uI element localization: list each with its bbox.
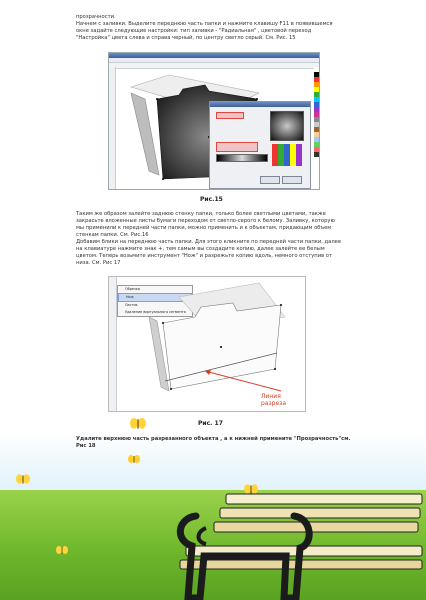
paragraph-2-line-1: Таким же образом залейте заднюю стенку папки, только более светлыми цветами, также: [76, 211, 326, 217]
text-line-top: прозрачности.: [76, 14, 116, 20]
cut-line-callout: Линия разреза: [261, 393, 287, 407]
butterfly-icon: [56, 546, 68, 555]
menu-item-virtual-segment[interactable]: Удаление виртуального сегмента: [125, 310, 186, 314]
figure-15-screenshot: [108, 52, 320, 190]
fill-preview: [270, 111, 304, 141]
ok-button[interactable]: [260, 176, 280, 184]
paragraph-2-line-3: мы применили к передней части папки, можно применить и к объектам, придающим объем: [76, 225, 332, 231]
butterfly-icon: [16, 474, 30, 485]
paragraph-3-line-4: низа. См. Рис 17: [76, 260, 121, 266]
figure-17-screenshot: [108, 276, 306, 412]
butterfly-icon: [130, 418, 146, 430]
cancel-button[interactable]: [282, 176, 302, 184]
figure-15-caption: Рис.15: [200, 196, 223, 203]
figure-17-caption: Рис. 17: [198, 420, 223, 427]
paragraph-1-line-2: окне задайте следующие настройки: тип заливки - "Радиальная" , цветовой переход: [76, 28, 312, 34]
paragraph-3-line-3: цветом. Теперь возьмите инструмент "Нож" и разрежьте копию вдоль, немного отступив от: [76, 253, 332, 259]
paragraph-3-line-1: Добавим блики на переднюю часть папки. Для этого кликните по передней части папки, далее: [76, 239, 342, 245]
mini-palette[interactable]: [272, 144, 302, 166]
menu-item-knife[interactable]: Нож: [118, 293, 192, 302]
fill-type-field[interactable]: [216, 112, 244, 119]
fountain-fill-dialog: [209, 101, 311, 189]
gradient-bar[interactable]: [216, 154, 268, 162]
menu-item-eraser[interactable]: Ластик: [125, 303, 138, 307]
park-bench-illustration: [166, 488, 426, 600]
paragraph-1-line-3: "Настройка" цвета слева и справа черный, по центру светло серый. См. Рис. 15: [76, 35, 296, 41]
paragraph-4-line-2: Рис 18: [76, 443, 96, 449]
butterfly-icon: [128, 455, 140, 464]
paragraph-4-line-1: Удалите верхнюю часть разрезанного объекта , а к нижней примените "Прозрачность"см.: [76, 436, 351, 442]
paragraph-2-line-4: стенкам папки. См. Рис.16: [76, 232, 149, 238]
paragraph-1-line-1: Начнем с заливки. Выделите переднюю часть папки и нажмите клавишу F11 в появившемся: [76, 21, 333, 27]
paragraph-2-line-2: закрасьте вложенные листы бумаги переходом от светло-серого к белому. Заливку, которую: [76, 218, 335, 224]
color-blend-options: [216, 142, 258, 152]
menu-item-crop[interactable]: Обрезка: [125, 287, 140, 291]
folder-drawing-17: [109, 277, 305, 411]
paragraph-3-line-2: на клавиатуре нажмите знак +, тем самым вы создадите копию, далее залейте ее белым: [76, 246, 325, 252]
